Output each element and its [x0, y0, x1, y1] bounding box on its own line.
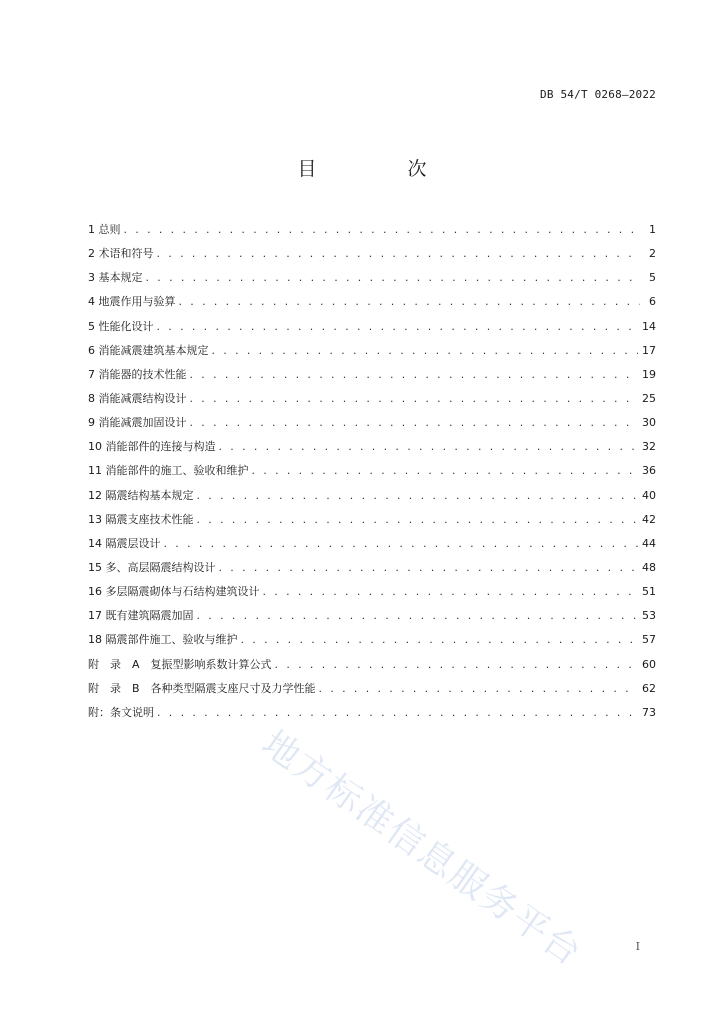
watermark: 地方标准信息服务平台	[254, 723, 590, 975]
toc-entry-page: 36	[642, 464, 656, 478]
toc-leader-dots	[124, 218, 641, 242]
toc-entry-page: 40	[642, 488, 656, 502]
toc-entry-label: 7 消能器的技术性能	[88, 367, 187, 381]
toc-entry-page: 32	[642, 440, 656, 454]
toc-entry-label: 附：条文说明	[88, 705, 154, 719]
toc-entry-label: 6 消能减震建筑基本规定	[88, 343, 209, 357]
toc-leader-dots	[190, 363, 639, 387]
toc-leader-dots	[197, 508, 639, 532]
toc-entry[interactable]	[88, 315, 656, 339]
toc-leader-dots	[219, 435, 639, 459]
toc-leader-dots	[190, 411, 639, 435]
toc-leader-dots	[190, 387, 639, 411]
toc-entry-label: 5 性能化设计	[88, 319, 154, 333]
toc-entry-page: 17	[642, 343, 656, 357]
toc-entry-label: 14 隔震层设计	[88, 536, 161, 550]
toc-entry-page: 44	[642, 536, 656, 550]
toc-entry-page: 14	[642, 319, 656, 333]
toc-leader-dots	[197, 604, 639, 628]
document-code: DB 54/T 0268—2022	[540, 88, 656, 101]
toc-entry-page: 2	[649, 247, 656, 261]
toc-entry-label: 18 隔震部件施工、验收与维护	[88, 633, 238, 647]
toc-entry-label: 16 多层隔震砌体与石结构建筑设计	[88, 585, 260, 599]
toc-entry-page: 6	[649, 295, 656, 309]
toc-entry[interactable]	[88, 435, 656, 459]
toc-entry-label: 附 录 A 复振型影响系数计算公式	[88, 657, 272, 671]
toc-entry[interactable]	[88, 604, 656, 628]
toc-entry[interactable]	[88, 653, 656, 677]
toc-entry-page: 53	[642, 609, 656, 623]
toc-entry[interactable]	[88, 290, 656, 314]
toc-entry[interactable]	[88, 677, 656, 701]
toc-entry[interactable]	[88, 411, 656, 435]
toc-entry[interactable]	[88, 580, 656, 604]
toc-entry-label: 2 术语和符号	[88, 247, 154, 261]
toc-entry-label: 4 地震作用与验算	[88, 295, 176, 309]
toc-entry[interactable]	[88, 508, 656, 532]
toc-leader-dots	[252, 459, 639, 483]
toc-leader-dots	[146, 266, 641, 290]
toc-entry-page: 62	[642, 681, 656, 695]
toc-entry-page: 5	[649, 271, 656, 285]
toc-leader-dots	[157, 315, 639, 339]
toc-entry-page: 30	[642, 416, 656, 430]
toc-leader-dots	[164, 532, 639, 556]
toc-title: 目 次	[297, 158, 463, 180]
toc-entry-page: 1	[649, 223, 656, 236]
toc-leader-dots	[197, 484, 639, 508]
toc-entry[interactable]	[88, 266, 656, 290]
toc-entry-label: 3 基本规定	[88, 271, 143, 285]
toc-leader-dots	[219, 556, 639, 580]
table-of-contents	[88, 218, 656, 725]
toc-entry[interactable]	[88, 242, 656, 266]
toc-entry-label: 12 隔震结构基本规定	[88, 488, 194, 502]
toc-leader-dots	[263, 580, 639, 604]
toc-entry[interactable]	[88, 532, 656, 556]
toc-entry[interactable]	[88, 459, 656, 483]
toc-entry-label: 9 消能减震加固设计	[88, 416, 187, 430]
toc-entry-label: 13 隔震支座技术性能	[88, 512, 194, 526]
toc-entry[interactable]	[88, 363, 656, 387]
toc-entry[interactable]	[88, 339, 656, 363]
toc-leader-dots	[319, 677, 638, 701]
toc-entry-label: 11 消能部件的施工、验收和维护	[88, 464, 249, 478]
toc-entry-label: 15 多、高层隔震结构设计	[88, 560, 216, 574]
toc-entry-label: 10 消能部件的连接与构造	[88, 440, 216, 454]
toc-entry-page: 73	[642, 705, 656, 719]
toc-entry-page: 60	[642, 657, 656, 671]
toc-entry[interactable]	[88, 387, 656, 411]
toc-entry[interactable]	[88, 556, 656, 580]
toc-entry-page: 19	[642, 367, 656, 381]
toc-entry-label: 17 既有建筑隔震加固	[88, 609, 194, 623]
toc-entry[interactable]	[88, 484, 656, 508]
toc-entry-page: 25	[642, 391, 656, 405]
toc-entry[interactable]	[88, 701, 656, 725]
toc-entry-label: 附 录 B 各种类型隔震支座尺寸及力学性能	[88, 681, 316, 695]
toc-leader-dots	[157, 242, 641, 266]
toc-entry-label: 8 消能减震结构设计	[88, 391, 187, 405]
toc-entry-page: 42	[642, 512, 656, 526]
toc-leader-dots	[179, 290, 641, 314]
toc-entry-label: 1 总则	[88, 223, 121, 236]
toc-entry[interactable]	[88, 628, 656, 652]
toc-leader-dots	[212, 339, 639, 363]
toc-entry-page: 57	[642, 633, 656, 647]
toc-entry-page: 51	[642, 585, 656, 599]
page-number: I	[635, 940, 640, 953]
toc-entry[interactable]	[88, 218, 656, 242]
toc-leader-dots	[275, 653, 638, 677]
toc-leader-dots	[157, 701, 638, 725]
toc-entry-page: 48	[642, 560, 656, 574]
toc-leader-dots	[241, 628, 639, 652]
